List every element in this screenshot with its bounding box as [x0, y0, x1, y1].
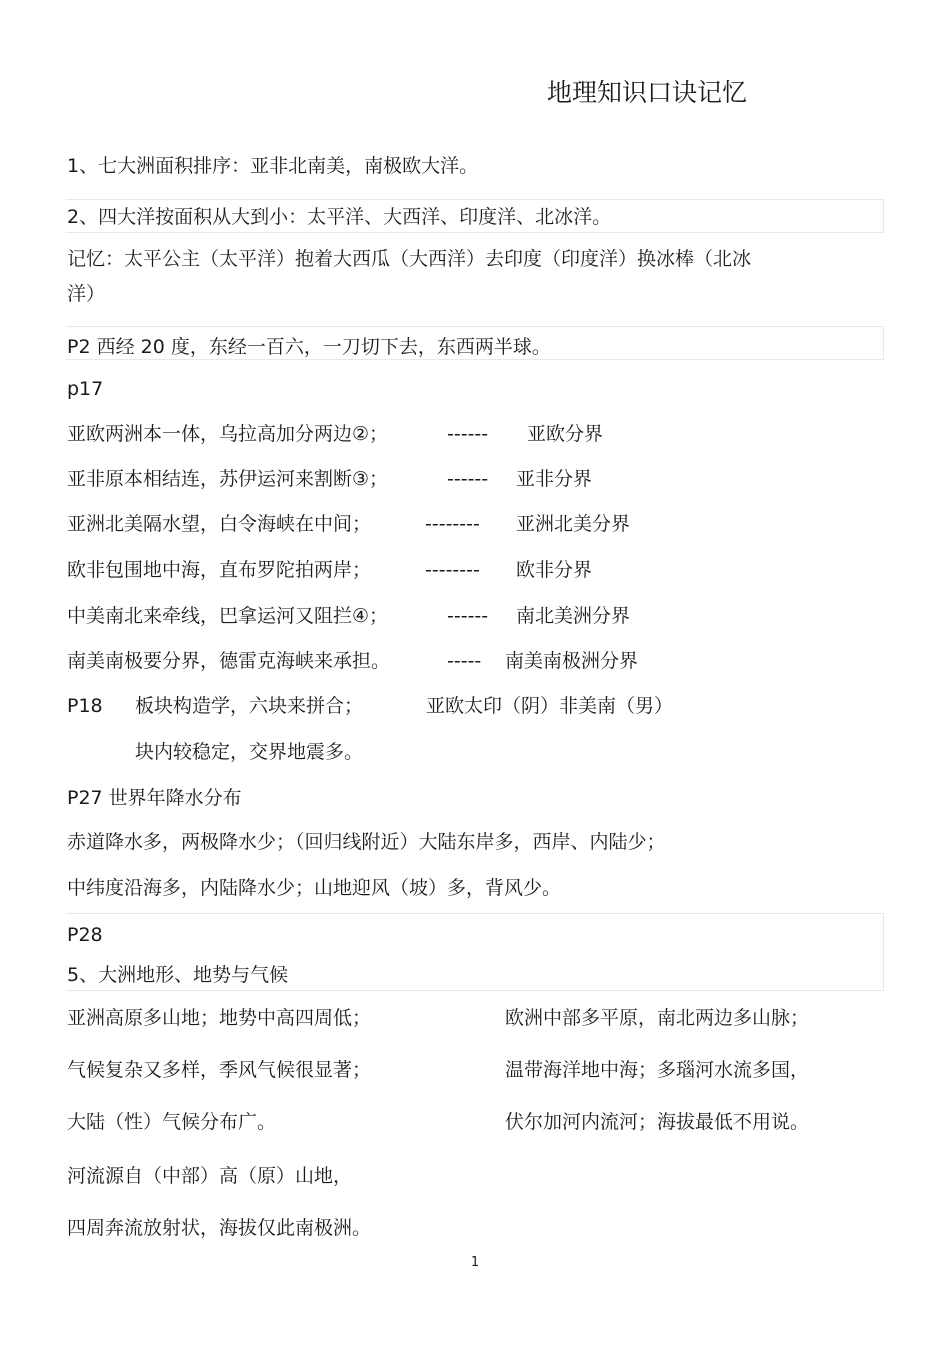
section-heading: 5、大洲地形、地势与气候	[67, 964, 289, 986]
verse-line: 大陆（性）气候分布广。	[67, 1111, 277, 1133]
boundary-label: 欧非分界	[516, 559, 593, 581]
verse-line: 块内较稳定，交界地震多。	[135, 741, 364, 763]
boundary-label: 亚欧分界	[527, 423, 604, 445]
verse-line: 欧洲中部多平原，南北两边多山脉；	[505, 1007, 810, 1029]
verse-line: 四周奔流放射状，海拔仅此南极洲。	[67, 1217, 372, 1239]
verse-line: 亚非原本相结连，苏伊运河来割断③；	[67, 468, 389, 490]
verse-line: 中美南北来牵线，巴拿运河又阻拦④；	[67, 605, 389, 627]
verse-line: 中纬度沿海多，内陆降水少；山地迎风（坡）多，背风少。	[67, 877, 562, 899]
dash-separator: --------	[425, 513, 480, 535]
boundary-label: 亚非分界	[516, 468, 593, 490]
text-line: 1、七大洲面积排序：亚非北南美，南极欧大洋。	[67, 155, 479, 177]
text-line: P2 西经 20 度，东经一百六，一刀切下去，东西两半球。	[67, 336, 551, 358]
verse-line: 亚欧太印（阴）非美南（男）	[426, 695, 674, 717]
page-title: 地理知识口诀记忆	[547, 78, 748, 107]
verse-line: 赤道降水多，两极降水少；（回归线附近）大陆东岸多，西岸、内陆少；	[67, 831, 666, 853]
section-label: P27 世界年降水分布	[67, 787, 242, 809]
section-label: P28	[67, 924, 103, 946]
verse-line: 温带海洋地中海；多瑙河水流多国，	[505, 1059, 810, 1081]
dash-separator: -----	[447, 650, 482, 672]
verse-line: 亚欧两洲本一体，乌拉高加分两边②；	[67, 423, 389, 445]
section-label: p17	[67, 378, 104, 400]
verse-line: 河流源自（中部）高（原）山地，	[67, 1165, 353, 1187]
section-label: P18	[67, 695, 103, 717]
boundary-label: 南北美洲分界	[516, 605, 631, 627]
verse-line: 板块构造学，六块来拼合；	[135, 695, 364, 717]
verse-line: 欧非包围地中海，直布罗陀拍两岸；	[67, 559, 372, 581]
verse-line: 气候复杂又多样，季风气候很显著；	[67, 1059, 372, 1081]
verse-line: 南美南极要分界，德雷克海峡来承担。	[67, 650, 391, 672]
page-number: 1	[470, 1255, 480, 1270]
verse-line: 亚洲北美隔水望，白令海峡在中间；	[67, 513, 372, 535]
text-line: 2、四大洋按面积从大到小：太平洋、大西洋、印度洋、北冰洋。	[67, 206, 612, 228]
dash-separator: ------	[447, 423, 489, 445]
dash-separator: ------	[447, 605, 489, 627]
verse-line: 伏尔加河内流河；海拔最低不用说。	[505, 1111, 810, 1133]
boundary-label: 亚洲北美分界	[516, 513, 631, 535]
verse-line: 亚洲高原多山地；地势中高四周低；	[67, 1007, 372, 1029]
text-line: 记忆：太平公主（太平洋）抱着大西瓜（大西洋）去印度（印度洋）换冰棒（北冰	[67, 248, 752, 270]
text-line: 洋）	[67, 283, 106, 305]
boundary-label: 南美南极洲分界	[505, 650, 639, 672]
dash-separator: ------	[447, 468, 489, 490]
dash-separator: --------	[425, 559, 480, 581]
